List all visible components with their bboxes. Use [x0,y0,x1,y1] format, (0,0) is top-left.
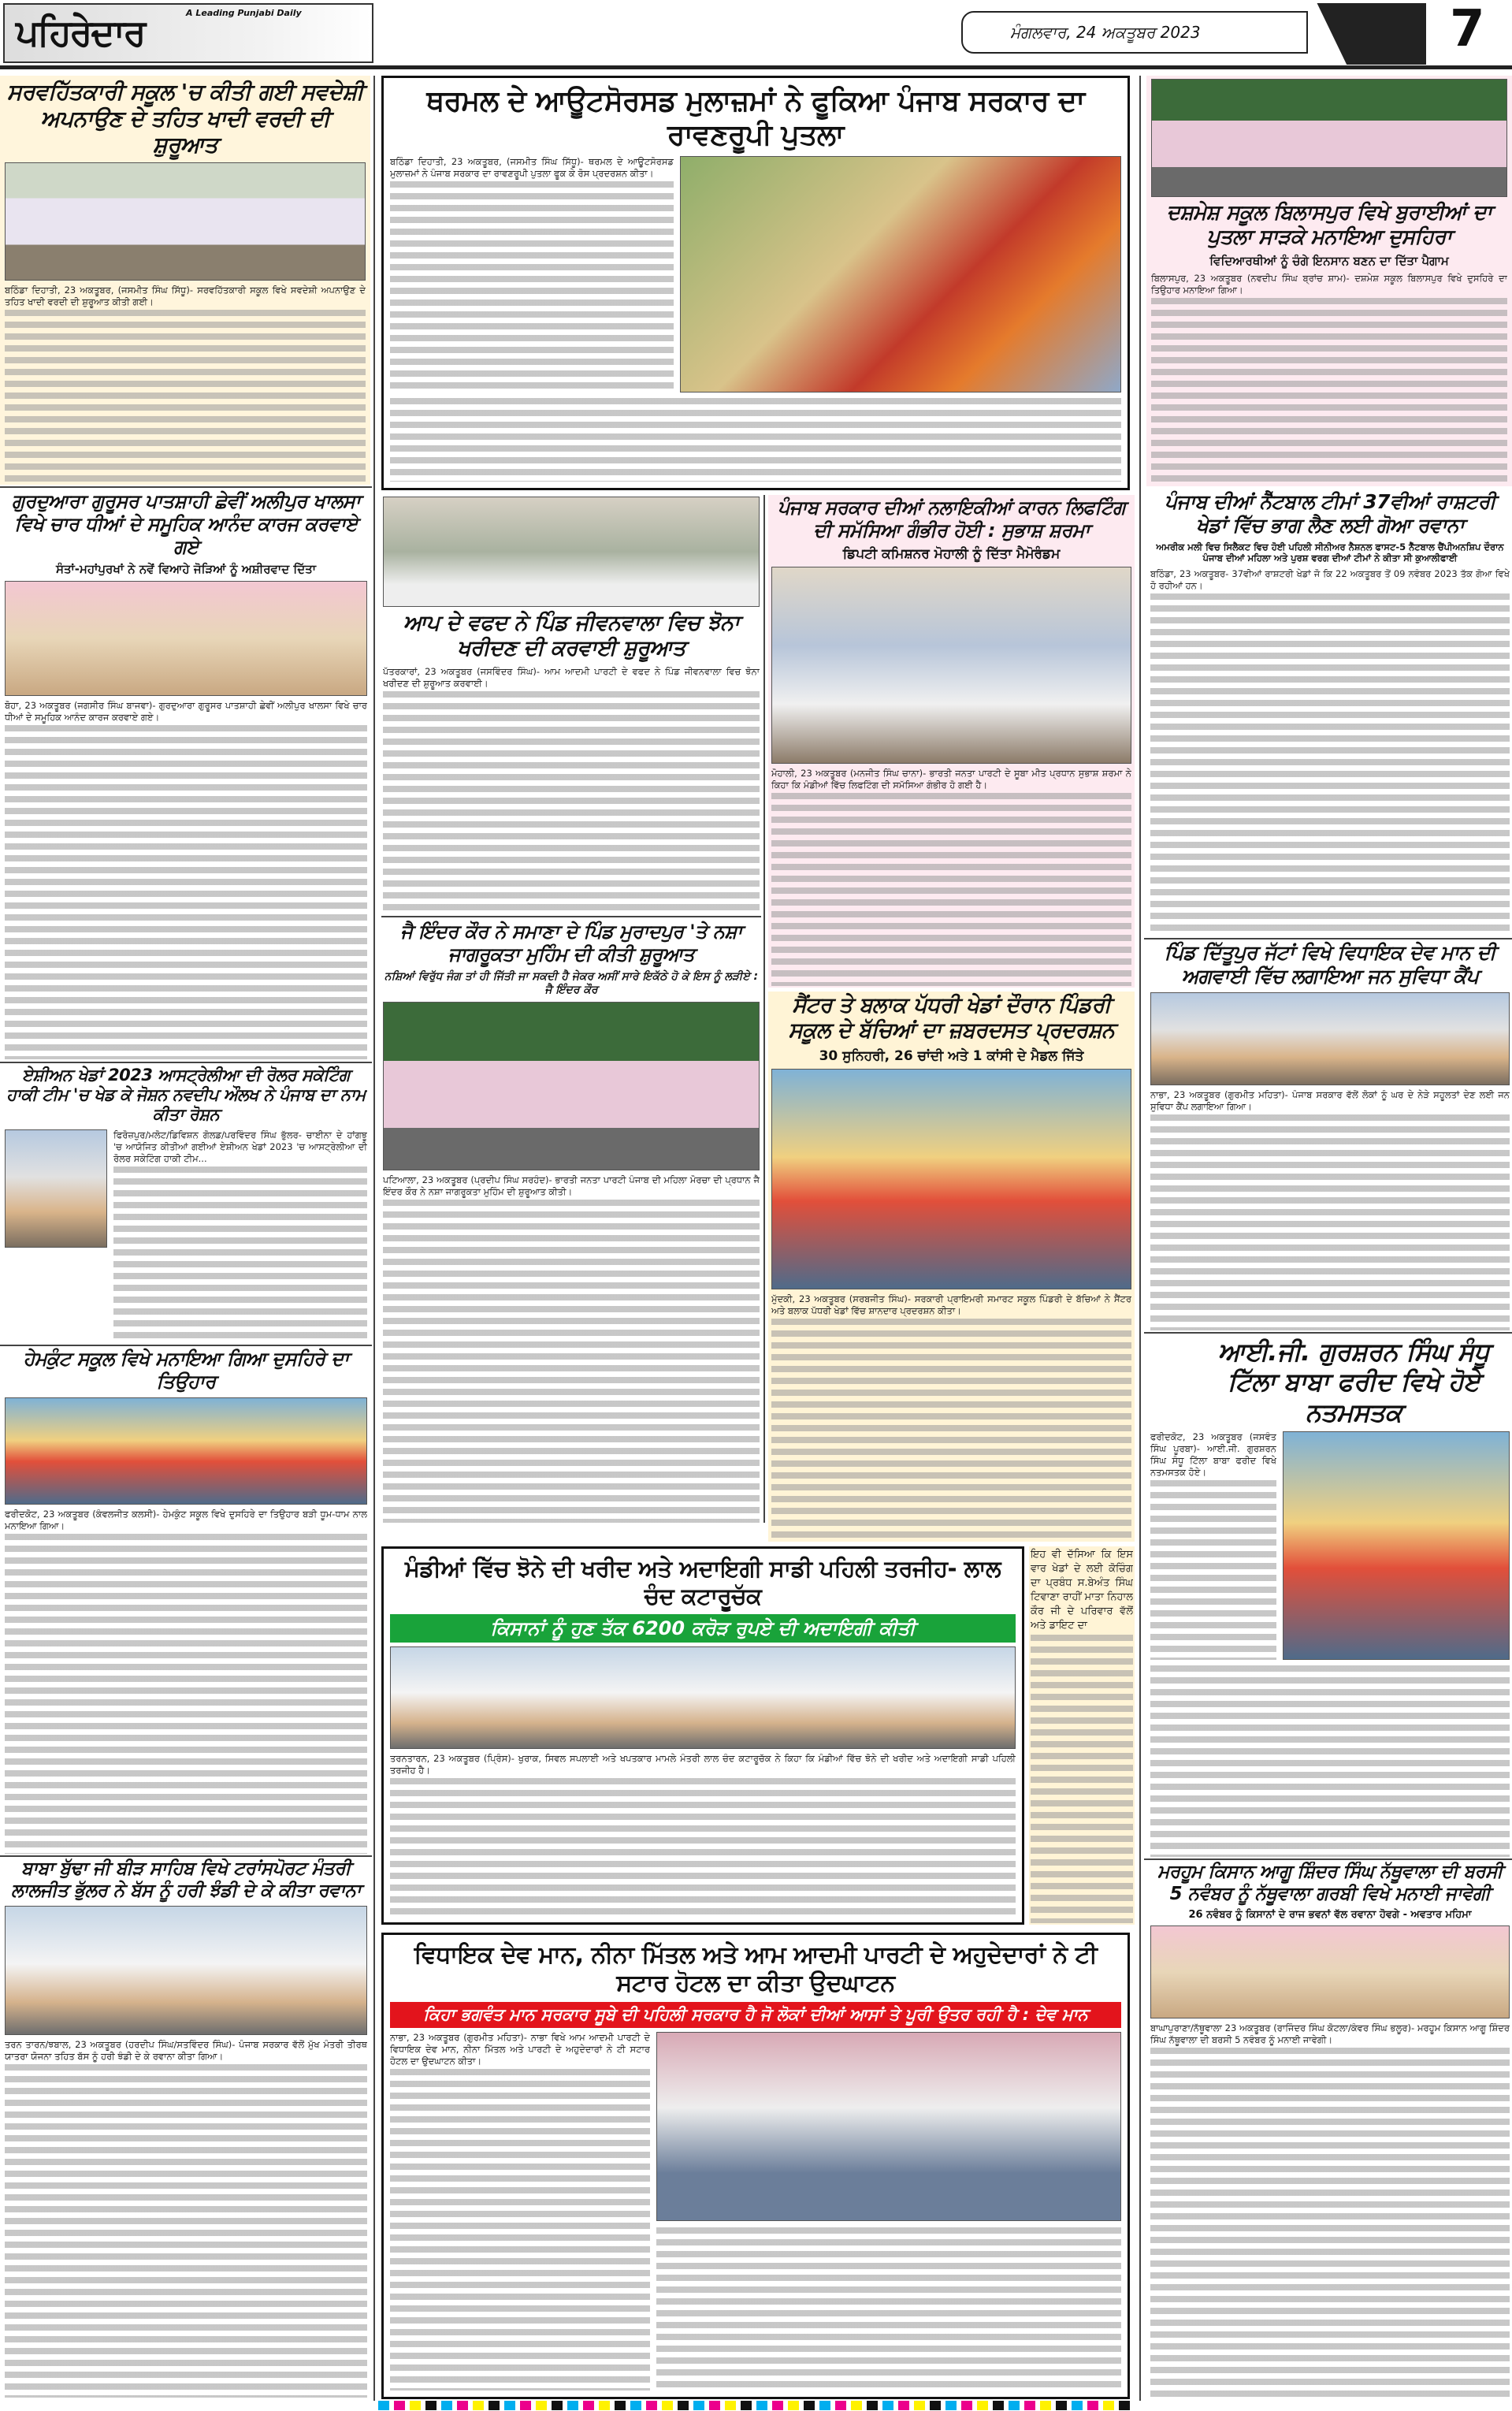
body-text: ਤਰਨਤਾਰਨ, 23 ਅਕਤੂਬਰ (ਪ੍ਰਿੰਸ)- ਖੁਰਾਕ, ਸਿਵਲ ਸਪਲਾਈ ਅਤੇ ਖਪਤਕਾਰ ਮਾਮਲੇ ਮੰਤਰੀ ਲਾਲ ਚੰਦ ਕਟਾਰੂਚੱਕ ਨੇ ਕਿਹਾ ਕਿ ਮੰਡੀਆਂ ਵਿੱਚ ਝੋਨੇ ਦੀ ਖਰੀਦ ਅਤੇ ਅਦਾਇਗੀ ਸਾਡੀ ਪਹਿਲੀ ਤਰਜੀਹ ਹੈ। [390,1752,1016,1776]
photo-ig-tilla [1283,1431,1510,1660]
text-lines [771,793,1131,986]
column-divider [1139,76,1141,2401]
column-divider [373,76,375,2401]
subheadline: ਡਿਪਟੀ ਕਮਿਸ਼ਨਰ ਮੋਹਾਲੀ ਨੂੰ ਦਿੱਤਾ ਮੈਮੋਰੰਡਮ [842,545,1061,562]
article-body [383,1174,760,1523]
article-body [1150,568,1510,936]
column-divider [763,495,765,1523]
body-text: ਪਟਿਆਲਾ, 23 ਅਕਤੂਬਰ (ਪ੍ਰਦੀਪ ਸਿੰਘ ਸਰਹੰਦ)- ਭਾਰਤੀ ਜਨਤਾ ਪਾਰਟੀ ਪੰਜਾਬ ਦੀ ਮਹਿਲਾ ਮੋਰਚਾ ਦੀ ਪ੍ਰਧਾਨ ਜੈ ਇੰਦਰ ਕੌਰ ਨੇ ਨਸ਼ਾ ਜਾਗਰੂਕਤਾ ਮੁਹਿੰਮ ਦੀ ਸ਼ੁਰੂਆਤ ਕੀਤੀ। [383,1174,760,1197]
text-lines [390,181,674,393]
body-text: ਬਾਘਾਪੁਰਾਣਾ/ਨੱਥੂਵਾਲਾ 23 ਅਕਤੂਬਰ (ਰਾਜਿੰਦਰ ਸਿੰਘ ਕੋਟਲਾ/ਕੰਵਰ ਸਿੰਘ ਭਲੂਰ)- ਮਰਹੂਮ ਕਿਸਾਨ ਆਗੂ ਸ਼ਿੰਦਰ ਸਿੰਘ ਨੱਥੂਵਾਲਾ ਦੀ ਬਰਸੀ 5 ਨਵੰਬਰ ਨੂੰ ਮਨਾਈ ਜਾਵੇਗੀ। [1150,2022,1510,2046]
photo-memorandum [771,567,1131,764]
photo-school-group [1151,79,1507,197]
article-jeevanwala-paddy [383,497,760,914]
text-lines [383,691,760,914]
article-body [771,1293,1131,1540]
article-paddy-procurement [381,1546,1024,1925]
lead-headline: ਥਰਮਲ ਦੇ ਆਊਟਸੋਰਸਡ ਮੁਲਾਜ਼ਮਾਂ ਨੇ ਫੂਕਿਆ ਪੰਜਾਬ ਸਰਕਾਰ ਦਾ ਰਾਵਣਰੂਪੀ ਪੁਤਲਾ [426,85,1085,152]
article-body [113,1129,367,1343]
divider [0,486,372,488]
article-asian-games [5,1066,367,1343]
headline: ਸਰਵਹਿੱਤਕਾਰੀ ਸਕੂਲ 'ਚ ਕੀਤੀ ਗਈ ਸਵਦੇਸ਼ੀ ਅਪਨਾਉਣ ਦੇ ਤਹਿਤ ਖਾਦੀ ਵਰਦੀ ਦੀ ਸ਼ੁਰੂਆਤ [6,79,364,158]
body-text: ਬਿਲਾਸਪੁਰ, 23 ਅਕਤੂਬਰ (ਨਵਦੀਪ ਸਿੰਘ ਬ੍ਰਾਂਚ ਸ਼ਾਮ)- ਦਸ਼ਮੇਸ਼ ਸਕੂਲ ਬਿਲਾਸਪੁਰ ਵਿਖੇ ਦੁਸਹਿਰੇ ਦਾ ਤਿਉਹਾਰ ਮਨਾਇਆ ਗਿਆ। [1151,273,1507,296]
body-text: ਬੋਹਾ, 23 ਅਕਤੂਬਰ (ਜਗਸੀਰ ਸਿੰਘ ਬਾਜਵਾ)- ਗੁਰਦੁਆਰਾ ਗੁਰੂਸਰ ਪਾਤਸ਼ਾਹੀ ਛੇਵੀਂ ਅਲੀਪੁਰ ਖਾਲਸਾ ਵਿਖੇ ਚਾਰ ਧੀਆਂ ਦੇ ਸਮੂਹਿਕ ਆਨੰਦ ਕਾਰਜ ਕਰਵਾਏ ਗਏ। [5,700,367,724]
photo-bus-flagoff [5,1906,367,2035]
masthead [0,0,1512,69]
article-suvidha-camp [1150,941,1510,1330]
subheadline: ਸੰਤਾਂ-ਮਹਾਂਪੁਰਖਾਂ ਨੇ ਨਵੇਂ ਵਿਆਹੇ ਜੋੜਿਆਂ ਨੂੰ ਅਸ਼ੀਰਵਾਦ ਦਿੱਤਾ [55,562,317,577]
article-khadi-uniform [0,76,370,485]
article-dashmesh-school [1146,76,1512,486]
text-lines [771,1319,1131,1540]
headline: ਵਿਧਾਇਕ ਦੇਵ ਮਾਨ, ਨੀਨਾ ਮਿੱਤਲ ਅਤੇ ਆਮ ਆਦਮੀ ਪਾਰਟੀ ਦੇ ਅਹੁਦੇਦਾਰਾਂ ਨੇ ਟੀ ਸਟਾਰ ਹੋਟਲ ਦਾ ਕੀਤਾ ਉਦਘਾਟਨ [414,1941,1098,1997]
headline: ਆਪ ਦੇ ਵਫਦ ਨੇ ਪਿੰਡ ਜੀਵਨਵਾਲਾ ਵਿਚ ਝੋਨਾ ਖਰੀਦਣ ਦੀ ਕਰਵਾਈ ਸ਼ੁਰੂਆਤ [403,611,740,661]
text-lines [1150,1114,1510,1330]
article-body [5,2039,367,2398]
subheadline-bar: ਕਿਸਾਨਾਂ ਨੂੰ ਹੁਣ ਤੱਕ 6200 ਕਰੋੜ ਰੁਪਏ ਦੀ ਅਦਾਇਗੀ ਕੀਤੀ [390,1614,1016,1643]
article-hemkunt-dussehra [5,1348,367,1854]
photo-awareness-meeting [383,1002,760,1170]
article-thermal-effigy [381,76,1130,490]
text-lines [1151,298,1507,483]
body-text: ਨਾਭਾ, 23 ਅਕਤੂਬਰ (ਗੁਰਮੀਤ ਮਹਿਤਾ)- ਪੰਜਾਬ ਸਰਕਾਰ ਵੱਲੋਂ ਲੋਕਾਂ ਨੂੰ ਘਰ ਦੇ ਨੇੜੇ ਸਹੂਲਤਾਂ ਦੇਣ ਲਈ ਜਨ ਸੁਵਿਧਾ ਕੈਂਪ ਲਗਾਇਆ ਗਿਆ। [1150,1089,1510,1112]
subheadline: ਅਮਰੀਕ ਮਲੀ ਵਿਚ ਸਿਲੈਕਟ ਵਿਚ ਹੋਈ ਪਹਿਲੀ ਸੀਨੀਅਰ ਨੈਸ਼ਨਲ ਫਾਸਟ-5 ਨੈੱਟਬਾਲ ਚੈਂਪੀਅਨਸ਼ਿਪ ਦੌਰਾਨ ਪੰਜਾਬ ਦੀਆਂ ਮਹਿਲਾ ਅਤੇ ਪੁਰਸ਼ ਵਰਗ ਦੀਆਂ ਟੀਮਾਂ ਨੇ ਕੀਤਾ ਸੀ ਕੁਆਲੀਫਾਈ [1156,541,1504,564]
text-lines [383,1200,760,1523]
photo-wedding [5,581,367,696]
text-lines [1150,593,1510,936]
headline: ਪੰਜਾਬ ਸਰਕਾਰ ਦੀਆਂ ਨਲਾਇਕੀਆਂ ਕਾਰਨ ਲਿਫਟਿੰਗ ਦੀ ਸਮੱਸਿਆ ਗੰਭੀਰ ਹੋਈ : ਸੁਭਾਸ਼ ਸ਼ਰਮਾ [777,497,1126,541]
photo-students-khadi [5,162,366,281]
headline: ਮਰਹੂਮ ਕਿਸਾਨ ਆਗੂ ਸ਼ਿੰਦਰ ਸਿੰਘ ਨੱਥੂਵਾਲਾ ਦੀ ਬਰਸੀ 5 ਨਵੰਬਰ ਨੂੰ ਨੱਥੂਵਾਲਾ ਗਰਬੀ ਵਿਖੇ ਮਨਾਈ ਜਾਵੇਗੀ [1157,1862,1503,1904]
print-registration-marks [378,2401,1135,2410]
body-text: ਇਹ ਵੀ ਦੱਸਿਆ ਕਿ ਇਸ ਵਾਰ ਖੇਡਾਂ ਦੇ ਲਈ ਕੋਚਿੰਗ ਦਾ ਪ੍ਰਬੰਧ ਸ.ਬੇਅੰਤ ਸਿੰਘ ਟਿਵਾਣਾ ਰਾਹੀਂ ਮਾਤਾ ਨਿਹਾਲ ਕੌਰ ਜੀ ਦੇ ਪਰਿਵਾਰ ਵੱਲੋਂ ਅਤੇ ਡਾਇਟ ਦਾ [1031,1549,1133,1632]
text-lines [113,1166,367,1343]
subheadline: ਵਿਦਿਆਰਥੀਆਂ ਨੂੰ ਚੰਗੇ ਇਨਸਾਨ ਬਣਨ ਦਾ ਦਿੱਤਾ ਪੈਗਾਮ [1209,254,1449,269]
headline: ਏਸ਼ੀਅਨ ਖੇਡਾਂ 2023 ਆਸਟ੍ਰੇਲੀਆ ਦੀ ਰੋਲਰ ਸਕੇਟਿੰਗ ਹਾਕੀ ਟੀਮ 'ਚ ਖੇਡ ਕੇ ਜੋਸ਼ਨ ਨਵਦੀਪ ਔਲਖ ਨੇ ਪੰਜਾਬ ਦਾ ਨਾਮ ਕੀਤਾ ਰੋਸ਼ਨ [6,1066,366,1125]
body-text: ਫਰੀਦਕੋਟ, 23 ਅਕਤੂਬਰ (ਜਸਵੰਤ ਸਿੰਘ ਪੂਰਬਾ)- ਆਈ.ਜੀ. ਗੁਰਸ਼ਰਨ ਸਿੰਘ ਸੰਧੂ ਟਿੱਲਾ ਬਾਬਾ ਫਰੀਦ ਵਿਖੇ ਨਤਮਸਤਕ ਹੋਏ। [1150,1431,1276,1479]
article-netball-teams [1150,490,1510,936]
article-continuation [1029,1546,1135,1925]
text-lines [390,398,1121,482]
photo-effigy-burning [680,156,1121,393]
headline: ਬਾਬਾ ਬੁੱਢਾ ਜੀ ਬੀੜ ਸਾਹਿਬ ਵਿਖੇ ਟਰਾਂਸਪੋਰਟ ਮੰਤਰੀ ਲਾਲਜੀਤ ਭੁੱਲਰ ਨੇ ਬੱਸ ਨੂੰ ਹਰੀ ਝੰਡੀ ਦੇ ਕੇ ਕੀਤਾ ਰਵਾਨਾ [11,1858,361,1901]
tagline: A Leading Punjabi Daily [186,8,302,18]
article-body [5,285,366,482]
article-body [1150,1089,1510,1330]
body-text: ਫਿਰੋਜ਼ਪੁਰ/ਮਲੋਟ/ਡਿਵਿਸ਼ਨ ਗੋਲਡ/ਪਰਵਿੰਦਰ ਸਿੰਘ ਭੁੱਲਰ- ਚਾਈਨਾ ਦੇ ਹਾਂਗਝੂ 'ਚ ਆਯੋਜਿਤ ਕੀਤੀਆਂ ਗਈਆਂ ਏਸ਼ੀਅਨ ਖੇਡਾਂ 2023 'ਚ ਆਸਟ੍ਰੇਲੀਆ ਦੀ ਰੋਲਰ ਸਕੇਟਿੰਗ ਹਾਕੀ ਟੀਮ... [113,1129,367,1164]
headline: ਹੇਮਕੁੰਟ ਸਕੂਲ ਵਿਖੇ ਮਨਾਇਆ ਗਿਆ ਦੁਸਹਿਰੇ ਦਾ ਤਿਉਹਾਰ [23,1348,349,1393]
subheadline: ਨਸ਼ਿਆਂ ਵਿਰੁੱਧ ਜੰਗ ਤਾਂ ਹੀ ਜਿੱਤੀ ਜਾ ਸਕਦੀ ਹੈ ਜੇਕਰ ਅਸੀਂ ਸਾਰੇ ਇਕੱਠੇ ਹੋ ਕੇ ਇਸ ਨੂੰ ਲੜੀਏ : ਜੈ ਇੰਦਰ ਕੌਰ [384,969,759,997]
article-body [1150,1431,1276,1660]
article-mass-wedding [5,490,367,1059]
divider [1144,1332,1512,1334]
headline: ਸੈਂਟਰ ਤੇ ਬਲਾਕ ਪੱਧਰੀ ਖੇਡਾਂ ਦੌਰਾਨ ਪਿੰਡਰੀ ਸਕੂਲ ਦੇ ਬੱਚਿਆਂ ਦਾ ਜ਼ਬਰਦਸਤ ਪ੍ਰਦਰਸ਼ਨ [788,993,1115,1044]
photo-paddy-heap [383,497,760,607]
headline: ਮੰਡੀਆਂ ਵਿੱਚ ਝੋਨੇ ਦੀ ਖਰੀਦ ਅਤੇ ਅਦਾਇਗੀ ਸਾਡੀ ਪਹਿਲੀ ਤਰਜੀਹ- ਲਾਲ ਚੰਦ ਕਟਾਰੂਚੱਕ [404,1555,1001,1609]
text-lines [5,1534,367,1854]
article-drug-awareness [383,921,760,1523]
photo-medal-winners [771,1069,1131,1289]
logo-box [3,3,373,63]
body-text: ਬਠਿੰਡਾ, 23 ਅਕਤੂਬਰ- 37ਵੀਆਂ ਰਾਸ਼ਟਰੀ ਖੇਡਾਂ ਜੋ ਕਿ 22 ਅਕਤੂਬਰ ਤੋਂ 09 ਨਵੰਬਰ 2023 ਤੱਕ ਗੋਆ ਵਿਖੇ ਹੋ ਰਹੀਆਂ ਹਨ। [1150,567,1510,591]
divider [0,1062,372,1063]
body-text: ਬਠਿੰਡਾ ਦਿਹਾਤੀ, 23 ਅਕਤੂਬਰ, (ਜਸਮੀਤ ਸਿੰਘ ਸਿੱਧੂ)- ਸਰਵਹਿੱਤਕਾਰੀ ਸਕੂਲ ਵਿਖੇ ਸਵਦੇਸ਼ੀ ਅਪਨਾਉਣ ਦੇ ਤਹਿਤ ਖਾਦੀ ਵਰਦੀ ਦੀ ਸ਼ੁਰੂਆਤ ਕੀਤੀ ਗਈ। [5,284,366,307]
text-lines [390,1778,1016,1916]
divider [1144,938,1512,939]
subheadline: 30 ਸੁਨਿਹਰੀ, 26 ਚਾਂਦੀ ਅਤੇ 1 ਕਾਂਸੀ ਦੇ ਮੈਡਲ ਜਿੱਤੇ [819,1047,1084,1064]
photo-column [656,2032,1121,2391]
article-pindri-school [768,992,1135,1542]
article-body [390,2032,650,2391]
article-bus-flagoff [5,1858,367,2398]
article-body-continued [390,396,1121,482]
text-lines [5,310,366,482]
body-text: ਫਰੀਦਕੋਟ, 23 ਅਕਤੂਬਰ (ਕੰਵਲਜੀਤ ਕਲਸੀ)- ਹੇਮਕੁੰਟ ਸਕੂਲ ਵਿਖੇ ਦੁਸਹਿਰੇ ਦਾ ਤਿਉਹਾਰ ਬੜੀ ਧੂਮ-ਧਾਮ ਨਾਲ ਮਨਾਇਆ ਗਿਆ। [5,1508,367,1531]
text-lines [656,2227,1121,2391]
divider [0,1855,372,1857]
divider [1144,1858,1512,1860]
article-body [1150,2022,1510,2398]
headline: ਦਸ਼ਮੇਸ਼ ਸਕੂਲ ਬਿਲਾਸਪੁਰ ਵਿਖੇ ਬੁਰਾਈਆਂ ਦਾ ਪੁਤਲਾ ਸਾੜਕੇ ਮਨਾਇਆ ਦੁਸਹਿਰਾ [1166,201,1492,250]
article-body [1151,273,1507,483]
headline: ਪਿੰਡ ਦਿੱਤੂਪੁਰ ਜੱਟਾਂ ਵਿਖੇ ਵਿਧਾਇਕ ਦੇਵ ਮਾਨ ਦੀ ਅਗਵਾਈ ਵਿੱਚ ਲਗਾਇਆ ਜਨ ਸੁਵਿਧਾ ਕੈਂਪ [1164,941,1496,988]
body-text: ਤਰਨ ਤਾਰਨ/ਝਬਾਲ, 23 ਅਕਤੂਬਰ (ਹਰਦੀਪ ਸਿੰਘ/ਸਤਵਿੰਦਰ ਸਿੰਘ)- ਪੰਜਾਬ ਸਰਕਾਰ ਵੱਲੋਂ ਮੁੱਖ ਮੰਤਰੀ ਤੀਰਥ ਯਾਤਰਾ ਯੋਜਨਾ ਤਹਿਤ ਬੱਸ ਨੂੰ ਹਰੀ ਝੰਡੀ ਦੇ ਕੇ ਰਵਾਨਾ ਕੀਤਾ ਗਿਆ। [5,2039,367,2063]
article-body-continued [656,2226,1121,2391]
page-number: 7 [1450,0,1485,58]
text-lines [390,2069,650,2391]
text-lines [1031,1635,1133,1923]
article-body [390,1753,1016,1916]
photo-camp [1150,992,1510,1085]
article-lifting-problem [768,495,1135,988]
headline: ਗੁਰਦੁਆਰਾ ਗੁਰੂਸਰ ਪਾਤਸ਼ਾਹੀ ਛੇਵੀਂ ਅਲੀਪੁਰ ਖਾਲਸਾ ਵਿਖੇ ਚਾਰ ਧੀਆਂ ਦੇ ਸਮੂਹਿਕ ਆਨੰਦ ਕਾਰਜ ਕਰਵਾਏ ਗਏ [11,490,361,558]
issue-date: ਮੰਗਲਵਾਰ, 24 ਅਕਤੂਬਰ 2023 [961,11,1308,54]
body-text: ਮੁੱਦਕੀ, 23 ਅਕਤੂਬਰ (ਸਰਬਜੀਤ ਸਿੰਘ)- ਸਰਕਾਰੀ ਪ੍ਰਾਇਮਰੀ ਸਮਾਰਟ ਸਕੂਲ ਪਿੰਡਰੀ ਦੇ ਬੱਚਿਆਂ ਨੇ ਸੈਂਟਰ ਅਤੇ ਬਲਾਕ ਪੱਧਰੀ ਖੇਡਾਂ ਵਿੱਚ ਸ਼ਾਨਦਾਰ ਪ੍ਰਦਰਸ਼ਨ ਕੀਤਾ। [771,1293,1131,1317]
newspaper-logo: ਪਹਿਰੇਦਾਰ [16,11,145,54]
body-text: ਪੱਤਰਕਾਰਾਂ, 23 ਅਕਤੂਬਰ (ਜਸਵਿੰਦਰ ਸਿੰਘ)- ਆਮ ਆਦਮੀ ਪਾਰਟੀ ਦੇ ਵਫਦ ਨੇ ਪਿੰਡ ਜੀਵਨਵਾਲਾ ਵਿਚ ਝੋਨਾ ਖਰੀਦਣ ਦੀ ਸ਼ੁਰੂਆਤ ਕਰਵਾਈ। [383,665,760,689]
photo-minister-mandi [390,1646,1016,1749]
photo-dussehra-school [5,1397,367,1505]
article-aside [1031,1548,1133,1923]
article-body [771,768,1131,986]
body-text: ਮੋਹਾਲੀ, 23 ਅਕਤੂਬਰ (ਮਨਜੀਤ ਸਿੰਘ ਚਾਨਾ)- ਭਾਰਤੀ ਜਨਤਾ ਪਾਰਟੀ ਦੇ ਸੂਬਾ ਮੀਤ ਪ੍ਰਧਾਨ ਸੁਭਾਸ਼ ਸ਼ਰਮਾ ਨੇ ਕਿਹਾ ਕਿ ਮੰਡੀਆਂ ਵਿੱਚ ਲਿਫਟਿੰਗ ਦੀ ਸਮੱਸਿਆ ਗੰਭੀਰ ਹੋ ਗਈ ਹੈ। [771,767,1131,791]
text-lines [1150,2048,1510,2398]
article-body [383,666,760,914]
article-body [390,156,674,393]
article-body [5,700,367,1059]
photo-player-portrait [5,1129,107,1248]
headline: ਆਈ.ਜੀ. ਗੁਰਸ਼ਰਨ ਸਿੰਘ ਸੰਧੂ ਟਿੱਲਾ ਬਾਬਾ ਫਰੀਦ ਵਿਖੇ ਹੋਏ ਨਤਮਸਤਕ [1217,1337,1490,1427]
article-body-continued [1150,1664,1510,1857]
text-lines [5,725,367,1059]
photo-ribbon-cutting [656,2032,1121,2221]
body-text: ਨਾਭਾ, 23 ਅਕਤੂਬਰ (ਗੁਰਮੀਤ ਮਹਿਤਾ)- ਨਾਭਾ ਵਿਖੇ ਆਮ ਆਦਮੀ ਪਾਰਟੀ ਦੇ ਵਿਧਾਇਕ ਦੇਵ ਮਾਨ, ਨੀਨਾ ਮਿੱਤਲ ਅਤੇ ਪਾਰਟੀ ਦੇ ਅਹੁਦੇਦਾਰਾਂ ਨੇ ਟੀ ਸਟਾਰ ਹੋਟਲ ਦਾ ਉਦਘਾਟਨ ਕੀਤਾ। [390,2032,650,2067]
photo-farmers-meeting [1150,1925,1510,2018]
article-hotel-inauguration [381,1933,1130,2399]
headline: ਜੈ ਇੰਦਰ ਕੌਰ ਨੇ ਸਮਾਣਾ ਦੇ ਪਿੰਡ ਮੁਰਾਦਪੁਰ 'ਤੇ ਨਸ਼ਾ ਜਾਗਰੂਕਤਾ ਮੁਹਿੰਮ ਦੀ ਕੀਤੀ ਸ਼ੁਰੂਆਤ [400,921,742,966]
article-farmer-anniversary [1150,1862,1510,2398]
text-lines [1150,1665,1510,1857]
subheadline-bar: ਕਿਹਾ ਭਗਵੰਤ ਮਾਨ ਸਰਕਾਰ ਸੂਬੇ ਦੀ ਪਹਿਲੀ ਸਰਕਾਰ ਹੈ ਜੋ ਲੋਕਾਂ ਦੀਆਂ ਆਸਾਂ ਤੇ ਪੂਰੀ ਉਤਰ ਰਹੀ ਹੈ : ਦੇਵ ਮਾਨ [390,2002,1121,2028]
article-ig-tilla [1150,1337,1510,1857]
divider [381,916,761,917]
divider [0,1345,372,1346]
text-lines [5,2064,367,2398]
subheadline: 26 ਨਵੰਬਰ ਨੂੰ ਕਿਸਾਨਾਂ ਦੇ ਰਾਜ ਭਵਨਾਂ ਵੱਲ ਰਵਾਨਾ ਹੋਵਗੇ - ਅਵਤਾਰ ਮਹਿਮਾ [1188,1909,1472,1922]
headline: ਪੰਜਾਬ ਦੀਆਂ ਨੈੱਟਬਾਲ ਟੀਮਾਂ 37ਵੀਆਂ ਰਾਸ਼ਟਰੀ ਖੇਡਾਂ ਵਿੱਚ ਭਾਗ ਲੈਣ ਲਈ ਗੋਆ ਰਵਾਨਾ [1164,490,1496,537]
text-lines [1150,1480,1276,1660]
article-body [5,1509,367,1854]
body-text: ਬਠਿੰਡਾ ਦਿਹਾਤੀ, 23 ਅਕਤੂਬਰ, (ਜਸਮੀਤ ਸਿੰਘ ਸਿੱਧੂ)- ਥਰਮਲ ਦੇ ਆਊਟਸੋਰਸਡ ਮੁਲਾਜ਼ਮਾਂ ਨੇ ਪੰਜਾਬ ਸਰਕਾਰ ਦਾ ਰਾਵਣਰੂਪੀ ਪੁਤਲਾ ਫੂਕ ਕੇ ਰੋਸ ਪ੍ਰਦਰਸ਼ਨ ਕੀਤਾ। [390,156,674,180]
